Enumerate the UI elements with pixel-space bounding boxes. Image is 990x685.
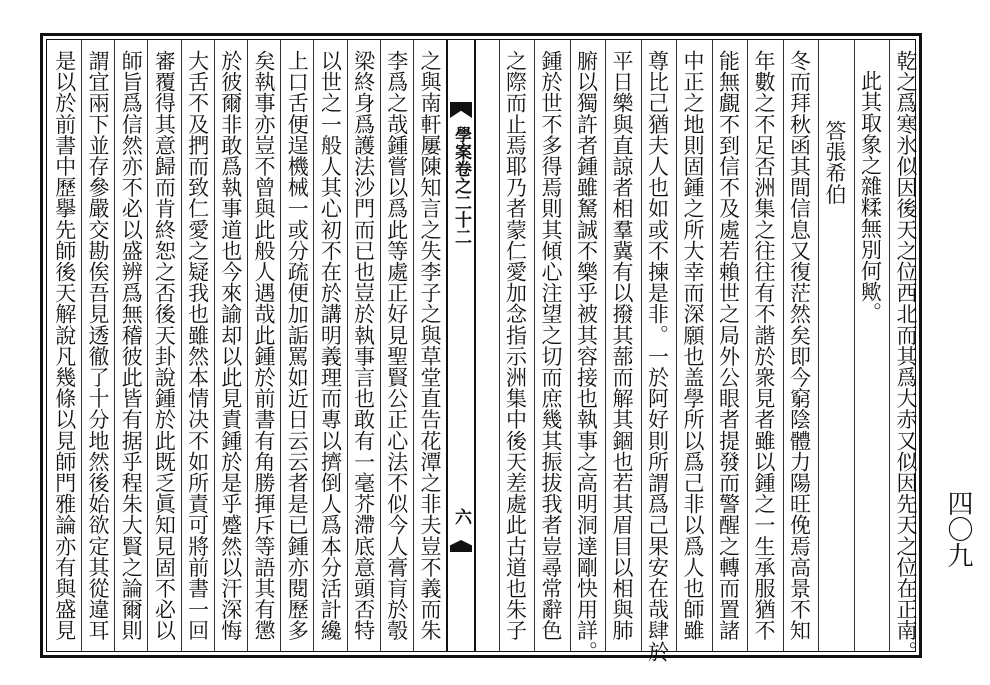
text-column [214,40,246,651]
column-text: 審覆得其意歸而肯終恕之否後天卦說鍾於此既乏眞知見固不必以 [152,50,177,641]
column-text: 年數之不足否洲集之往往有不諧於衆見者雖以鍾之一生承服猶不 [752,50,776,641]
text-column [605,40,637,651]
column-text: 之際而止焉耶乃者蒙仁愛加念指示洲集中後天差處此古道也朱子 [503,50,528,641]
column-text: 於彼爾非敢爲執事道也今來諭却以此見責鍾於是乎蹙然以汗深悔 [218,50,243,641]
text-column [247,40,279,651]
text-column [570,40,602,662]
column-text: 冬而拜秋函其間信息又復茫然矣即今窮陰體力陽旺俛焉高景不知 [787,50,812,641]
fold-title: 學案卷之二十二 [451,126,471,245]
text-column [534,40,566,651]
fishtail-top-mark [450,102,472,118]
text-column [347,40,379,651]
text-column [114,40,146,651]
column-text: 師旨爲信然亦不必以盛辨爲無稽彼此皆有据乎程朱大賢之論爾則 [119,50,144,641]
column-text: 尊比己猶夫人也如或不揀是非。一於阿好則所謂爲己果安在哉肆於 [645,50,670,662]
column-text: 腑以獨許者鍾雖駑誠不樂乎被其容接也執事之高明洞達剛快用詳。 [574,50,599,662]
column-text: 以世之一般人其心初不在於講明義理而專以擠倒人爲本分活計纔 [318,50,343,641]
text-column [313,40,345,651]
text-column [181,40,213,651]
column-text: 乾之爲寒氷似因後天之位西北而其爲大赤又似因先天之位在正南。 [894,50,918,662]
text-column [676,40,708,651]
column-text: 平日樂與直諒者相羣冀有以撥其蔀而解其錮也若其眉目以相與肺 [610,50,634,641]
text-column [818,40,850,651]
column-text: 上口舌便逞機械一或分疏便加詬罵如近日云云者是已鍾亦閱歷多 [285,50,310,641]
column-text: 答張希伯 [823,120,847,205]
text-column [499,40,531,651]
text-column [641,40,673,662]
column-text: 之與南軒屢陳知言之失李子之與草堂直告花潭之非夫豈不義而朱 [418,50,442,641]
text-column [81,40,113,651]
column-text: 謂宜兩下並存參嚴交勘俟吾見透徹了十分地然後始欲定其從違耳 [86,50,110,641]
text-column [413,40,445,651]
center-fold [446,40,476,651]
page-frame [40,33,922,662]
text-column [889,40,921,662]
text-column [147,40,179,651]
fishtail-bottom-mark [450,540,472,552]
text-column [783,40,815,651]
column-text: 鍾於世不多得焉則其傾心注望之切而庶幾其振拔我者豈尋常辭色 [539,50,563,641]
text-column [48,40,80,651]
text-column [712,40,744,651]
text-column [854,40,886,651]
column-text: 梁終身爲護法沙門而已也豈於執事言也敢有一毫芥滯底意頭否特 [351,50,376,641]
text-column [380,40,412,651]
column-text: 此其取象之雜糅無別何歟。 [858,70,883,324]
column-text: 李爲之哉鍾嘗以爲此等處正好見聖賢公正心法不似今人膏肓於彀 [384,50,409,641]
text-column [280,40,312,651]
column-text: 是以於前書中歷擧先師後天解說凡幾條以見師門雅論亦有與盛見 [52,50,77,641]
page-number: 四〇九 [943,490,973,568]
column-text: 能無覰不到信不及處若賴世之局外公眼者提發而警醒之轉而置諸 [716,50,741,641]
column-text: 中正之地則固鍾之所大幸而深願也盖學所以爲己非以爲人也師雖 [681,50,705,641]
column-text: 矣執事亦豈不曾與此般人遇哉此鍾於前書有角勝揮斥等語其有懲 [252,50,276,641]
column-text: 大舌不及捫而致仁愛之疑我也雖然本情决不如所責可將前書一回 [185,50,210,641]
fold-page-number: 六 [451,508,471,525]
text-area [47,40,918,662]
text-column [747,40,779,651]
